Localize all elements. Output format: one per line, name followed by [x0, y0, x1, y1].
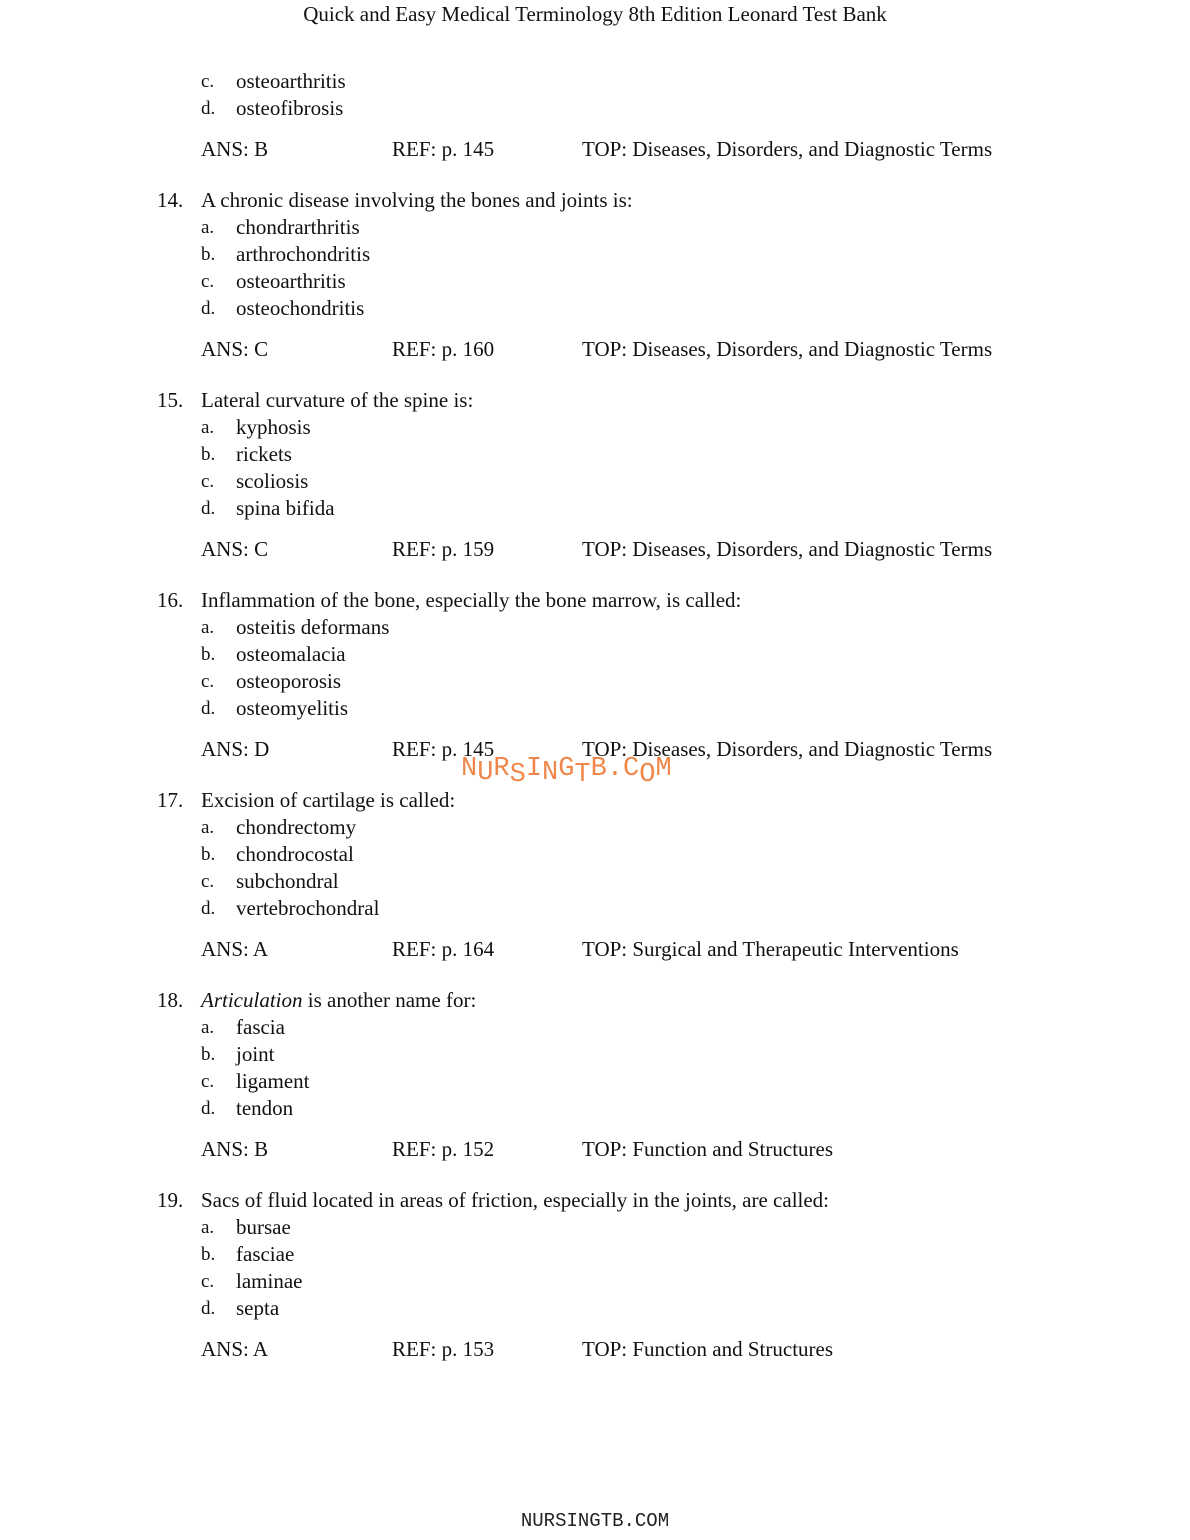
- option: [157, 441, 1057, 468]
- watermark-letter: N: [461, 754, 478, 784]
- option: [157, 495, 1057, 522]
- option-letter: d.: [201, 298, 216, 319]
- reference: REF: p. 164: [392, 937, 495, 961]
- answer: ANS: B: [201, 1137, 269, 1161]
- option: [157, 68, 1057, 95]
- page-footer: NURSINGTB.COM: [520, 1510, 670, 1532]
- reference: REF: p. 145: [392, 137, 495, 161]
- question-line: [157, 987, 1057, 1014]
- answer-row: [157, 536, 1057, 563]
- option-letter: c.: [201, 71, 215, 92]
- option-text: subchondral: [236, 869, 339, 893]
- question-line: [157, 187, 1057, 214]
- option: [157, 695, 1057, 722]
- option: [157, 214, 1057, 241]
- option-letter: b.: [201, 644, 216, 665]
- option-text: laminae: [236, 1269, 303, 1293]
- watermark-letter: O: [639, 760, 656, 790]
- option: [157, 268, 1057, 295]
- topic: TOP: Function and Structures: [582, 1137, 834, 1161]
- topic: TOP: Function and Structures: [582, 1337, 834, 1361]
- answer: ANS: A: [201, 1337, 269, 1361]
- question: [157, 987, 1057, 1163]
- option-letter: a.: [201, 817, 215, 838]
- question-text: Lateral curvature of the spine is:: [201, 388, 474, 412]
- option-text: scoliosis: [236, 469, 309, 493]
- question: [157, 187, 1057, 363]
- option: [157, 295, 1057, 322]
- option-letter: a.: [201, 417, 215, 438]
- option-letter: d.: [201, 498, 216, 519]
- option-text: osteofibrosis: [236, 96, 344, 120]
- answer: ANS: A: [201, 937, 269, 961]
- topic: TOP: Diseases, Disorders, and Diagnostic Terms: [582, 337, 993, 361]
- question-line: [157, 1187, 1057, 1214]
- topic: TOP: Diseases, Disorders, and Diagnostic Terms: [582, 537, 993, 561]
- question-line: [157, 587, 1057, 614]
- option-text: osteomalacia: [236, 642, 346, 666]
- option-letter: c.: [201, 1071, 215, 1092]
- option: [157, 95, 1057, 122]
- option: [157, 895, 1057, 922]
- option-letter: b.: [201, 844, 216, 865]
- option-letter: d.: [201, 898, 216, 919]
- option: [157, 1295, 1057, 1322]
- continued-question: [157, 68, 1057, 163]
- question: [157, 1187, 1057, 1363]
- option-text: septa: [236, 1296, 280, 1320]
- option-letter: b.: [201, 444, 216, 465]
- answer: ANS: C: [201, 537, 269, 561]
- option-text: kyphosis: [236, 415, 311, 439]
- watermark-letter: S: [509, 760, 526, 790]
- topic: TOP: Diseases, Disorders, and Diagnostic Terms: [582, 737, 993, 761]
- answer-row: [157, 1336, 1057, 1363]
- answer: ANS: B: [201, 137, 269, 161]
- watermark-letter: .: [606, 754, 624, 784]
- question-line: [157, 787, 1057, 814]
- watermark-letter: I: [525, 754, 543, 784]
- option-letter: c.: [201, 271, 215, 292]
- option-text: osteoarthritis: [236, 69, 346, 93]
- option: [157, 1095, 1057, 1122]
- watermark: [461, 754, 672, 790]
- option-letter: a.: [201, 617, 215, 638]
- option-text: rickets: [236, 442, 292, 466]
- option-letter: a.: [201, 1017, 215, 1038]
- option-text: spina bifida: [236, 496, 335, 520]
- option: [157, 668, 1057, 695]
- option-text: osteitis deformans: [236, 615, 390, 639]
- question-number: 15.: [157, 388, 184, 412]
- option: [157, 241, 1057, 268]
- question-text: [201, 987, 476, 1014]
- option: [157, 468, 1057, 495]
- option-text: chondrectomy: [236, 815, 357, 839]
- option-letter: c.: [201, 1271, 215, 1292]
- question-number: 17.: [157, 788, 184, 812]
- option-text: arthrochondritis: [236, 242, 371, 266]
- watermark-letter: U: [477, 758, 494, 788]
- answer: ANS: D: [201, 737, 270, 761]
- reference: REF: p. 152: [392, 1137, 495, 1161]
- question-text: A chronic disease involving the bones and joints is:: [201, 188, 633, 212]
- option: [157, 1268, 1057, 1295]
- option-text: vertebrochondral: [236, 896, 380, 920]
- question-text-rest: is another name for:: [302, 988, 477, 1012]
- option-letter: d.: [201, 98, 216, 119]
- option-letter: c.: [201, 871, 215, 892]
- answer-row: [157, 1136, 1057, 1163]
- option: [157, 1041, 1057, 1068]
- watermark-letter: C: [623, 754, 640, 784]
- option-letter: d.: [201, 1298, 216, 1319]
- option: [157, 414, 1057, 441]
- reference: REF: p. 159: [392, 537, 495, 561]
- option: [157, 841, 1057, 868]
- question-text: Excision of cartilage is called:: [201, 788, 456, 812]
- option: [157, 814, 1057, 841]
- question-line: [157, 387, 1057, 414]
- option-letter: b.: [201, 1244, 216, 1265]
- question-number: 14.: [157, 188, 184, 212]
- question-list: [157, 68, 1057, 1387]
- option-text: osteoarthritis: [236, 269, 346, 293]
- option-text: osteomyelitis: [236, 696, 348, 720]
- option: [157, 641, 1057, 668]
- option-letter: c.: [201, 671, 215, 692]
- option-text: fascia: [236, 1015, 285, 1039]
- watermark-letter: M: [655, 754, 672, 784]
- question: [157, 787, 1057, 963]
- question-text: Inflammation of the bone, especially the bone marrow, is called:: [201, 588, 742, 612]
- option-text: chondrocostal: [236, 842, 354, 866]
- question: [157, 387, 1057, 563]
- question-number: 16.: [157, 588, 184, 612]
- topic: TOP: Surgical and Therapeutic Interventions: [582, 937, 959, 961]
- answer-row: [157, 136, 1057, 163]
- option-letter: a.: [201, 217, 215, 238]
- option-text: joint: [236, 1042, 275, 1066]
- question: [157, 587, 1057, 763]
- option-text: bursae: [236, 1215, 291, 1239]
- question-number: 18.: [157, 988, 184, 1012]
- option-text: ligament: [236, 1069, 310, 1093]
- italic-term: Articulation: [201, 988, 303, 1012]
- question-text: Sacs of fluid located in areas of friction, especially in the joints, are called:: [201, 1188, 830, 1212]
- option-letter: c.: [201, 471, 215, 492]
- option-letter: d.: [201, 698, 216, 719]
- reference: REF: p. 160: [392, 337, 495, 361]
- watermark-letter: T: [574, 760, 591, 790]
- option-text: fasciae: [236, 1242, 295, 1266]
- page-header: Quick and Easy Medical Terminology 8th Edition Leonard Test Bank: [303, 2, 887, 26]
- option: [157, 1241, 1057, 1268]
- option-letter: d.: [201, 1098, 216, 1119]
- watermark-letter: B: [590, 754, 607, 784]
- option-letter: b.: [201, 1044, 216, 1065]
- topic: TOP: Diseases, Disorders, and Diagnostic Terms: [582, 137, 993, 161]
- reference: REF: p. 153: [392, 1337, 495, 1361]
- option-letter: a.: [201, 1217, 215, 1238]
- option: [157, 1068, 1057, 1095]
- answer: ANS: C: [201, 337, 269, 361]
- watermark-letter: G: [558, 754, 575, 784]
- answer-row: [157, 336, 1057, 363]
- option: [157, 614, 1057, 641]
- watermark-letter: N: [542, 758, 559, 788]
- option: [157, 1014, 1057, 1041]
- watermark-letter: R: [493, 754, 510, 784]
- option: [157, 868, 1057, 895]
- option-text: chondrarthritis: [236, 215, 360, 239]
- option-letter: b.: [201, 244, 216, 265]
- question-number: 19.: [157, 1188, 184, 1212]
- answer-row: [157, 936, 1057, 963]
- option-text: osteochondritis: [236, 296, 365, 320]
- reference: REF: p. 145: [392, 737, 495, 761]
- option-text: tendon: [236, 1096, 294, 1120]
- option-text: osteoporosis: [236, 669, 341, 693]
- option: [157, 1214, 1057, 1241]
